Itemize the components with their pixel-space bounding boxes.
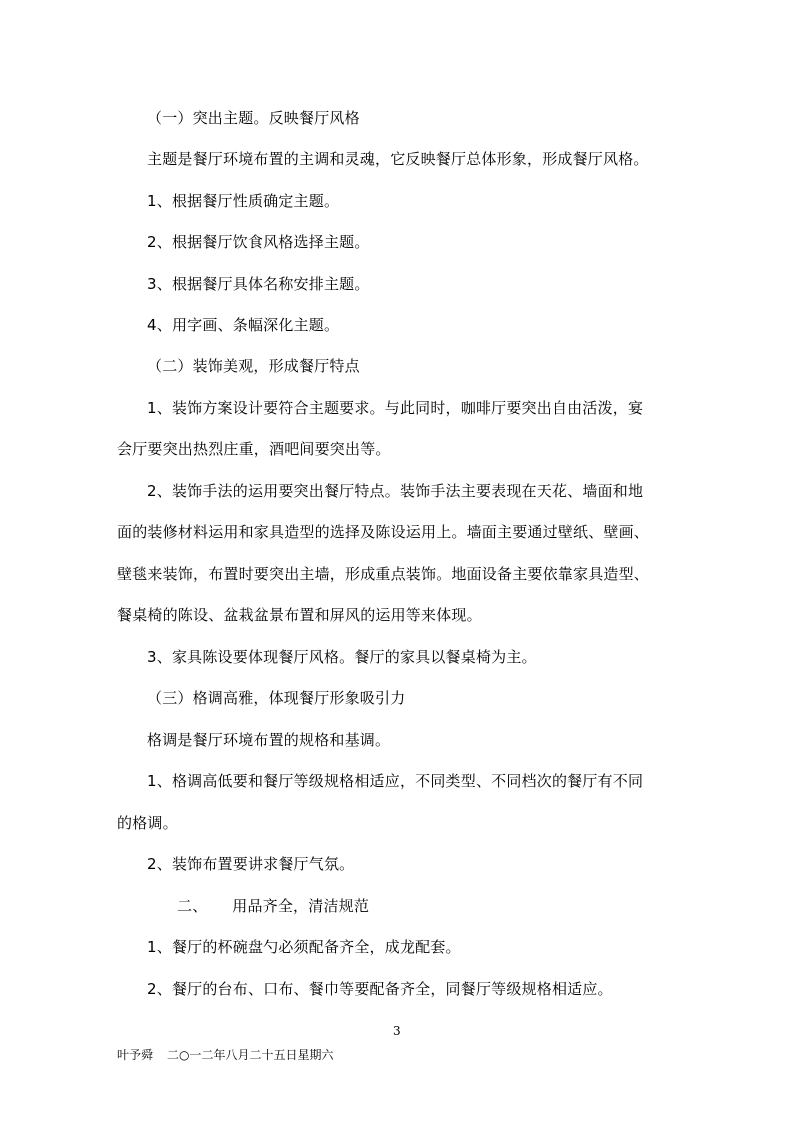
section-heading-1: （一）突出主题。反映餐厅风格 xyxy=(147,109,360,127)
paragraph-line: 面的装修材料运用和家具造型的选择及陈设运用上。墙面主要通过壁纸、壁画、 xyxy=(117,523,650,541)
paragraph-line: 格调是餐厅环境布置的规格和基调。 xyxy=(147,731,391,749)
paragraph-line: 2、装饰布置要讲求餐厅气氛。 xyxy=(147,855,355,873)
list-item: 2、根据餐厅饮食风格选择主题。 xyxy=(147,233,370,251)
list-item: 1、餐厅的杯碗盘勺必须配备齐全，成龙配套。 xyxy=(147,938,461,956)
paragraph-line: 1、格调高低要和餐厅等级规格相适应，不同类型、不同档次的餐厅有不同 xyxy=(147,772,644,790)
paragraph-line: 1、装饰方案设计要符合主题要求。与此同时，咖啡厅要突出自由活泼，宴 xyxy=(147,399,644,417)
paragraph-line: 餐桌椅的陈设、盆栽盆景布置和屏风的运用等来体现。 xyxy=(117,606,482,624)
section-heading-3: （三）格调高雅，体现餐厅形象吸引力 xyxy=(147,689,406,707)
list-item: 4、用字画、条幅深化主题。 xyxy=(147,316,340,334)
paragraph-line: 的格调。 xyxy=(117,814,178,832)
paragraph-line: 3、家具陈设要体现餐厅风格。餐厅的家具以餐桌椅为主。 xyxy=(147,648,537,666)
list-item: 1、根据餐厅性质确定主题。 xyxy=(147,192,340,210)
page-footer xyxy=(117,1046,334,1063)
page-number: 3 xyxy=(393,1024,401,1038)
paragraph-line: 壁毯来装饰，布置时要突出主墙，形成重点装饰。地面设备主要依靠家具造型、 xyxy=(117,565,650,583)
footer-date: 二○一二年八月二十五日星期六 xyxy=(167,1048,334,1062)
footer-author: 叶予舜 xyxy=(117,1048,154,1062)
list-item: 2、餐厅的台布、口布、餐巾等要配备齐全，同餐厅等级规格相适应。 xyxy=(147,980,613,998)
section-heading-4: 二、 用品齐全，清洁规范 xyxy=(177,897,370,915)
section-heading-2: （二）装饰美观，形成餐厅特点 xyxy=(147,357,360,375)
list-item: 3、根据餐厅具体名称安排主题。 xyxy=(147,275,370,293)
paragraph-line: 主题是餐厅环境布置的主调和灵魂，它反映餐厅总体形象，形成餐厅风格。 xyxy=(147,150,649,168)
paragraph-line: 会厅要突出热烈庄重，酒吧间要突出等。 xyxy=(117,440,391,458)
paragraph-line: 2、装饰手法的运用要突出餐厅特点。装饰手法主要表现在天花、墙面和地 xyxy=(147,482,644,500)
